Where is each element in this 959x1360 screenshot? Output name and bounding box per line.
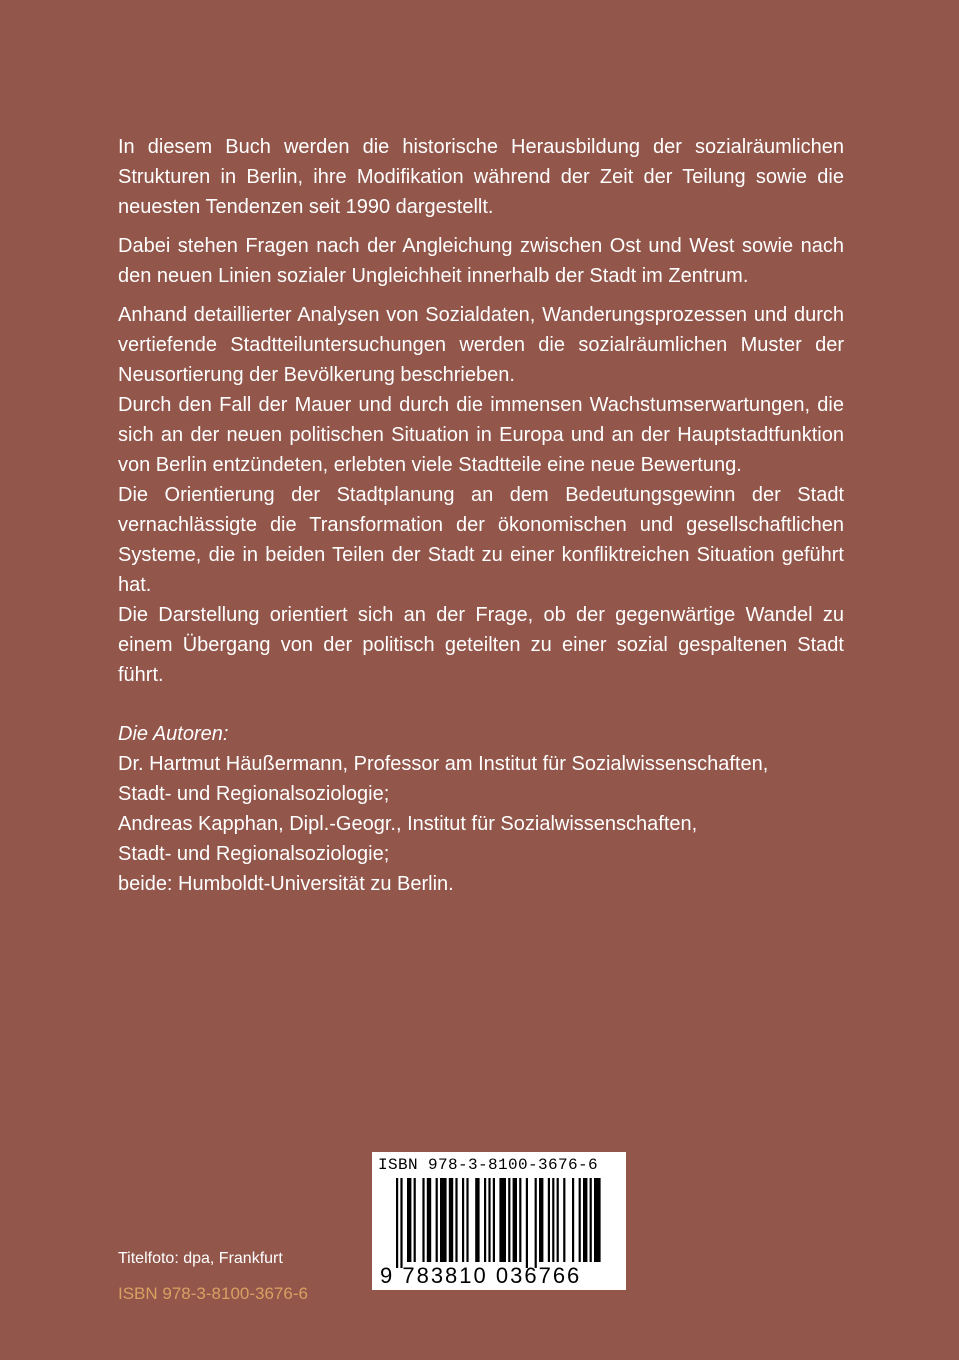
barcode-number: 9 783810 036766: [380, 1263, 582, 1288]
authors-list: [118, 749, 844, 899]
back-cover-description: [118, 132, 844, 899]
barcode-bar: [396, 1178, 398, 1268]
description-paragraph: Die Darstellung orientiert sich an der Frage, ob der gegenwärtige Wandel zu einem Übergang von der politisch geteilten zu einer sozial gespaltenen Stadt führt.: [118, 604, 844, 686]
barcode-bar: [583, 1178, 587, 1262]
barcode-bar: [519, 1178, 521, 1262]
author-line: Dr. Hartmut Häußermann, Professor am Institut für Sozialwissenschaften,: [118, 753, 769, 775]
barcode-bar: [535, 1178, 537, 1268]
authors-heading: Die Autoren:: [118, 723, 229, 745]
barcode-bar: [557, 1178, 559, 1262]
barcode-bar: [590, 1178, 592, 1262]
barcode-isbn-label: ISBN 978-3-8100-3676-6: [378, 1156, 599, 1174]
author-line: Andreas Kapphan, Dipl.-Geogr., Institut für Sozialwissenschaften,: [118, 813, 698, 835]
barcode-bar: [513, 1178, 517, 1262]
description-paragraph: Anhand detaillierter Analysen von Sozialdaten, Wanderungsprozessen und durch vertiefende Stadtteiluntersuchungen werden die sozialräumlichen Muster der Neusortierung der Bevölkerung beschrieben.: [118, 304, 844, 386]
description-paragraph: In diesem Buch werden die historische Herausbildung der sozialräumlichen Strukturen in Berlin, ihre Modifikation während der Zeit der Teilung sowie die neuesten Tendenzen seit 1990 dargestellt.: [118, 136, 844, 218]
barcode-bar: [407, 1178, 411, 1262]
description-paragraph: Dabei stehen Fragen nach der Angleichung zwischen Ost und West sowie nach den neuen Linien sozialer Ungleichheit innerhalb der Stadt im Zentrum.: [118, 235, 844, 287]
author-line: beide: Humboldt-Universität zu Berlin.: [118, 873, 454, 895]
isbn-text: ISBN 978-3-8100-3676-6: [118, 1284, 308, 1303]
barcode-bar: [422, 1178, 424, 1262]
isbn-barcode: [372, 1152, 626, 1290]
barcode-bar: [548, 1178, 550, 1262]
author-line: Stadt- und Regionalsoziologie;: [118, 783, 390, 805]
barcode-bar: [484, 1178, 486, 1262]
photo-credit: Titelfoto: dpa, Frankfurt: [118, 1250, 283, 1267]
barcode-bar: [594, 1178, 601, 1262]
barcode-bar: [552, 1178, 554, 1262]
barcode-bar: [508, 1178, 510, 1262]
barcode-bar: [436, 1178, 438, 1262]
barcode-bar: [539, 1178, 543, 1262]
barcode-bar: [499, 1178, 506, 1262]
barcode-bar: [488, 1178, 490, 1262]
barcode-bar: [493, 1178, 495, 1262]
barcode-bar: [462, 1178, 464, 1262]
barcode-bar: [572, 1178, 574, 1262]
description-paragraph: Durch den Fall der Mauer und durch die immensen Wachstumserwartungen, die sich an der neuen politischen Situation in Europa und an der Hauptstadtfunktion von Berlin entzündeten, erlebten viele Stadtteile eine neue Bewertung.: [118, 394, 844, 476]
barcode-bar: [414, 1178, 416, 1262]
author-line: Stadt- und Regionalsoziologie;: [118, 843, 390, 865]
barcode-bar: [475, 1178, 479, 1262]
barcode-bar: [526, 1178, 528, 1268]
barcode-bar: [455, 1178, 457, 1262]
barcode-bar: [579, 1178, 581, 1262]
barcode-bar: [427, 1178, 431, 1262]
barcode-bar: [466, 1178, 468, 1262]
barcode-bar: [563, 1178, 565, 1262]
description-paragraph: Die Orientierung der Stadtplanung an dem Bedeutungsgewinn der Stadt vernachlässigte die Transformation der ökonomischen und gesellschaftlichen Systeme, die in beiden Teilen der Stadt zu einer konfliktreichen Situation geführt hat.: [118, 484, 844, 596]
barcode-bar: [440, 1178, 447, 1262]
barcode-bar: [449, 1178, 453, 1262]
barcode-bar: [400, 1178, 402, 1268]
